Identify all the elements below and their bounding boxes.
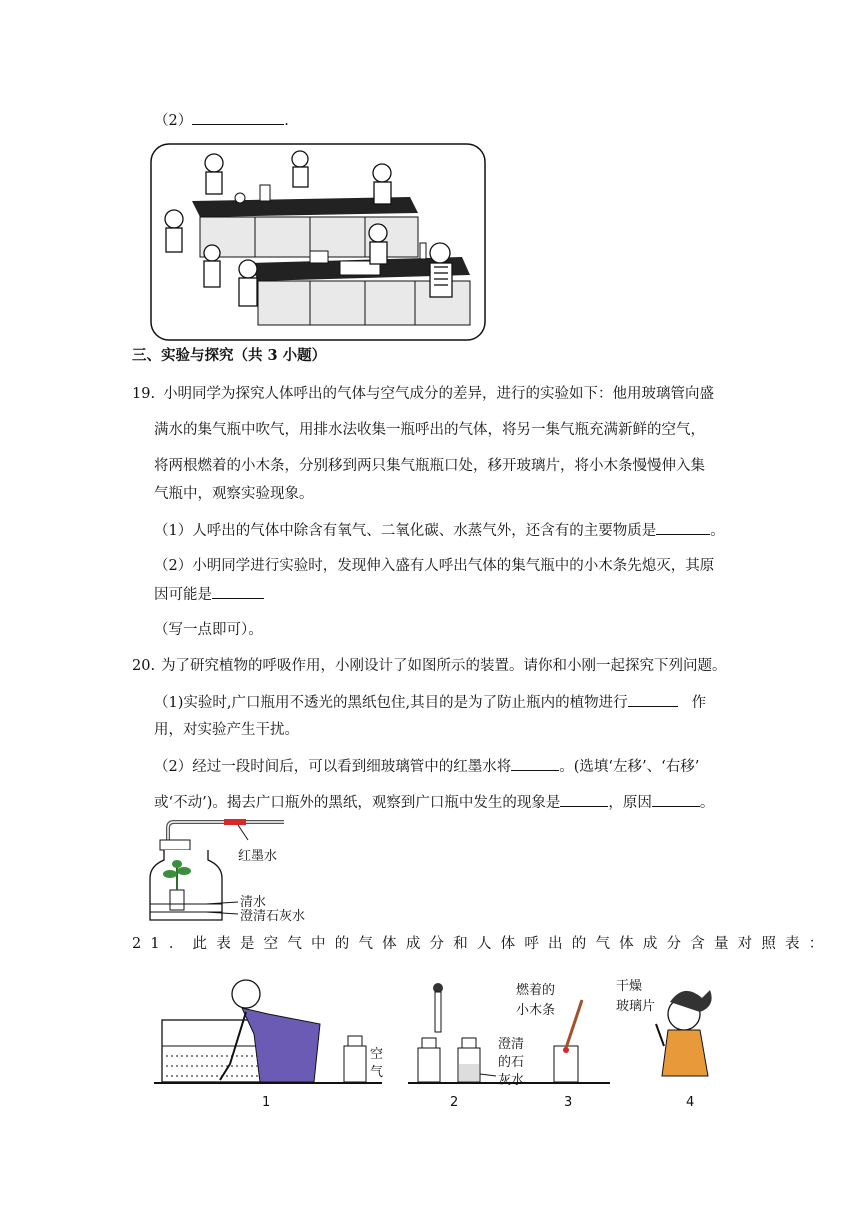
q18-part2: （2） . — [154, 110, 289, 131]
q19-part1: （1）人呼出的气体中除含有氧气、二氧化碳、水蒸气外，还含有的主要物质是 。 — [154, 520, 725, 541]
red-ink-drop — [224, 819, 246, 825]
label-stick-1: 燃着的 — [516, 983, 556, 998]
q19-part2-line3: （写一点即可）。 — [154, 622, 263, 638]
q20-part1-line2: 用，对实验产生干扰。 — [154, 722, 299, 738]
q18-part2-blank[interactable] — [192, 110, 284, 125]
q21-experiment-figure — [150, 964, 730, 1114]
q18-part2-prefix: （2） — [154, 113, 193, 129]
q20-part2-blank-b[interactable] — [560, 792, 608, 807]
q19-number: 19. — [132, 386, 156, 402]
label-lime-1: 澄清 — [498, 1037, 525, 1052]
svg-text:空: 空 — [370, 1047, 384, 1062]
q19-line1: 19. 小明同学为探究人体呼出的气体与空气成分的差异，进行的实验如下：他用玻璃管向盛 — [132, 386, 715, 402]
q20-part2-blank-a[interactable] — [511, 756, 559, 771]
label-red-ink: 红墨水 — [238, 849, 278, 864]
q20-part2-blank-c[interactable] — [652, 792, 700, 807]
q19-line4: 气瓶中，观察实验现象。 — [154, 486, 314, 502]
q19-line3: 将两根燃着的小木条，分别移到两只集气瓶瓶口处，移开玻璃片，将小木条慢慢伸入集 — [154, 458, 705, 474]
label-limewater: 澄清石灰水 — [240, 909, 306, 924]
label-stick-2: 小木条 — [516, 1003, 556, 1018]
q20-part1-line1: （1)实验时,广口瓶用不透光的黑纸包住,其目的是为了防止瓶内的植物进行 作 — [154, 692, 706, 713]
q21-line: 21．此表是空气中的气体成分和人体呼出的气体成分含量对照表： — [132, 936, 833, 952]
q20-apparatus-diagram — [146, 816, 316, 926]
label-lime-2: 的石 — [498, 1055, 525, 1070]
panel-number-3: 3 — [564, 1095, 573, 1110]
label-glass-1: 干燥 — [616, 979, 643, 994]
q20-line1: 20. 为了研究植物的呼吸作用，小刚设计了如图所示的装置。请你和小刚一起探究下列问题。 — [132, 658, 727, 674]
q20-part2-line1: （2）经过一段时间后，可以看到细玻璃管中的红墨水将 。(选填‘左移’、‘右移’ — [154, 756, 699, 777]
q20-part2-line2: 或‘不动’)。揭去广口瓶外的黑纸，观察到广口瓶中发生的现象是 ，原因 。 — [154, 792, 714, 813]
q19-line2: 满水的集气瓶中吹气，用排水法收集一瓶呼出的气体，将另一集气瓶充满新鲜的空气， — [154, 422, 705, 438]
panel-number-2: 2 — [450, 1095, 459, 1110]
panel-number-4: 4 — [686, 1095, 695, 1110]
label-glass-2: 玻璃片 — [616, 999, 656, 1014]
label-air: 气 — [370, 1065, 384, 1080]
q20-number: 20. — [132, 658, 156, 674]
q19-part2-line2: 因可能是 — [154, 584, 264, 605]
q20-part1-blank[interactable] — [628, 692, 678, 707]
label-lime-3: 灰水 — [498, 1073, 525, 1088]
q19-part2-blank[interactable] — [212, 584, 264, 599]
label-clear-water: 清水 — [240, 895, 267, 910]
lab-classroom-illustration — [150, 143, 486, 341]
q19-part1-blank[interactable] — [656, 520, 710, 535]
section-3-title: 三、实验与探究（共 3 小题） — [132, 347, 327, 364]
panel-number-1: 1 — [262, 1095, 271, 1110]
q19-part2-line1: （2）小明同学进行实验时，发现伸入盛有人呼出气体的集气瓶中的小木条先熄灭，其原 — [154, 558, 715, 574]
